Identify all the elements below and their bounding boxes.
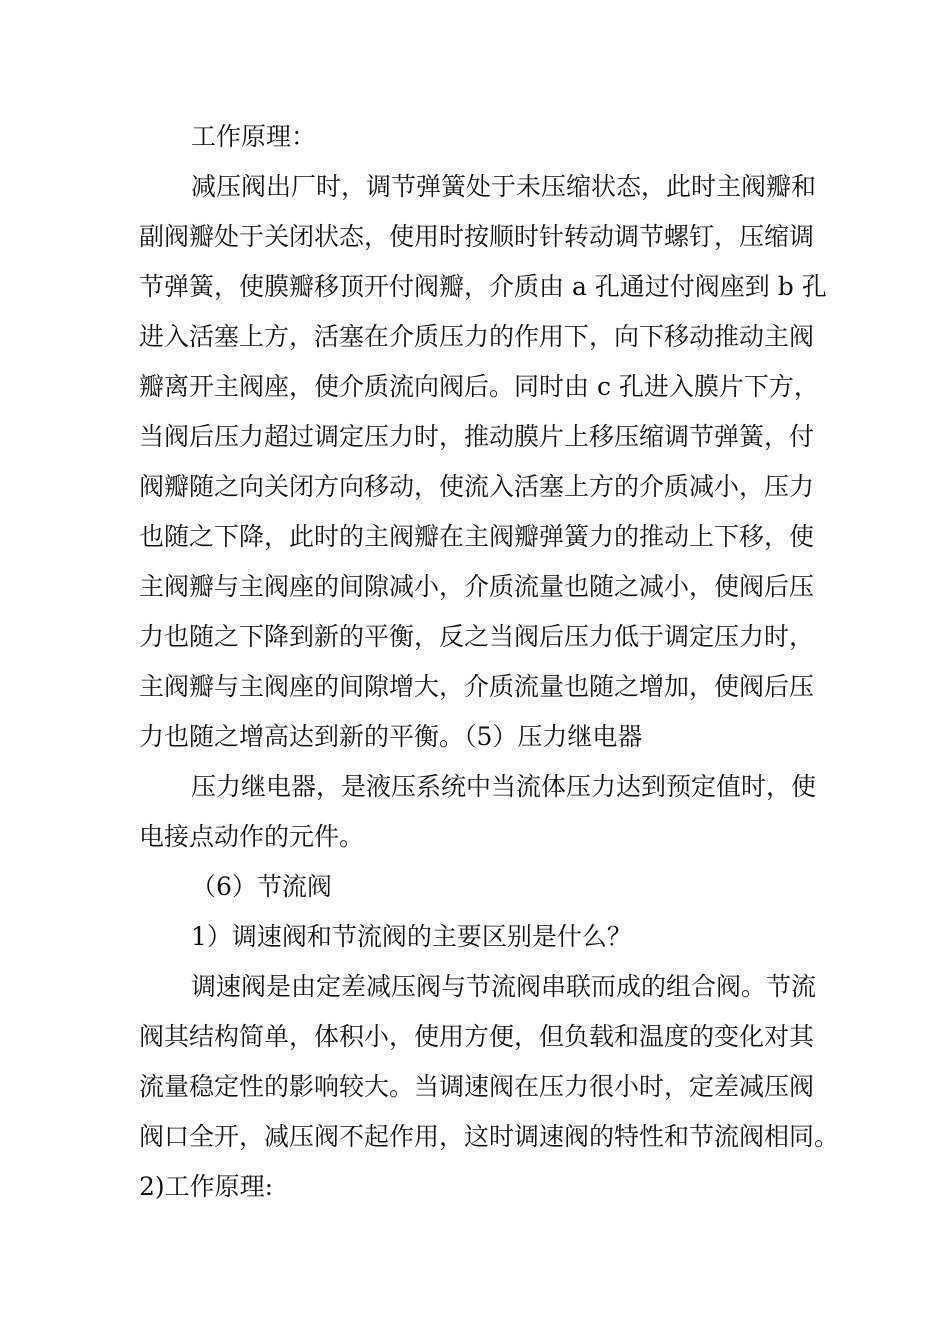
paragraph-line: 压力继电器，是液压系统中当流体压力达到预定值时，使: [191, 772, 817, 801]
paragraph-line: 主阀瓣与主阀座的间隙减小，介质流量也随之减小，使阀后压: [139, 572, 815, 601]
paragraph-line: 力也随之下降到新的平衡，反之当阀后压力低于调定压力时，: [139, 622, 815, 651]
paragraph-line: 阀口全开，减压阀不起作用，这时调速阀的特性和节流阀相同。: [139, 1122, 840, 1151]
question-heading: 1）调速阀和节流阀的主要区别是什么？: [191, 922, 632, 951]
paragraph-line: 当阀后压力超过调定压力时，推动膜片上移压缩调节弹簧，付: [139, 422, 815, 451]
paragraph-line: 力也随之增高达到新的平衡。（5）压力继电器: [139, 722, 643, 751]
paragraph-line: 流量稳定性的影响较大。当调速阀在压力很小时，定差减压阀: [139, 1072, 815, 1101]
section-heading: （6）节流阀: [191, 872, 332, 901]
section-heading: 工作原理：: [191, 122, 317, 151]
paragraph-line: 瓣离开主阀座，使介质流向阀后。同时由 c 孔进入膜片下方，: [139, 372, 819, 401]
paragraph-line: 调速阀是由定差减压阀与节流阀串联而成的组合阀。节流: [191, 972, 817, 1001]
paragraph-line: 减压阀出厂时，调节弹簧处于未压缩状态，此时主阀瓣和: [191, 172, 817, 201]
paragraph-line: 节弹簧，使膜瓣移顶开付阀瓣，介质由 a 孔通过付阀座到 b 孔: [139, 272, 827, 301]
section-heading: 2)工作原理:: [139, 1172, 274, 1201]
paragraph-line: 阀其结构简单，体积小，使用方便，但负载和温度的变化对其: [139, 1022, 815, 1051]
paragraph-line: 进入活塞上方，活塞在介质压力的作用下，向下移动推动主阀: [139, 322, 815, 351]
paragraph-line: 阀瓣随之向关闭方向移动，使流入活塞上方的介质减小，压力: [139, 472, 815, 501]
paragraph-line: 副阀瓣处于关闭状态，使用时按顺时针转动调节螺钉，压缩调: [139, 222, 815, 251]
paragraph-line: 电接点动作的元件。: [139, 822, 365, 851]
paragraph-line: 也随之下降，此时的主阀瓣在主阀瓣弹簧力的推动上下移，使: [139, 522, 815, 551]
paragraph-line: 主阀瓣与主阀座的间隙增大，介质流量也随之增加，使阀后压: [139, 672, 815, 701]
